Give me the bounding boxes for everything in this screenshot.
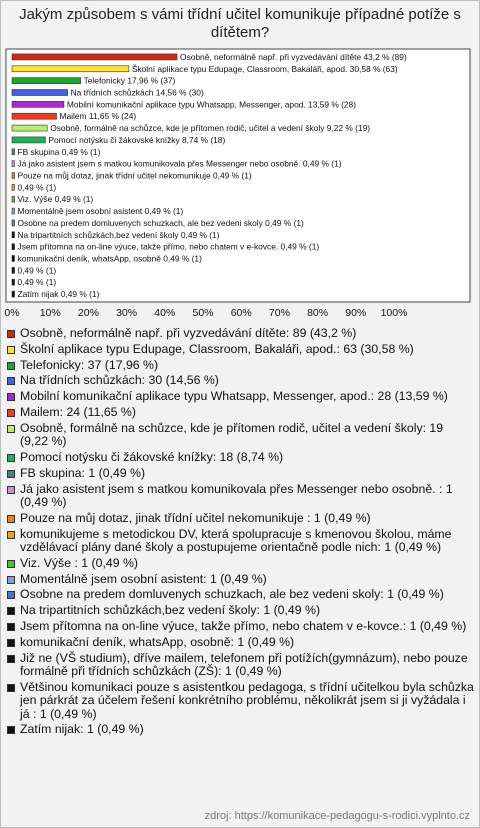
bar [12,279,15,285]
legend-text: Momentálně jsem osobní asistent: 1 (0,49 %) [20,571,267,586]
bar-label: Na třídních schůzkách 14,56 % (30) [70,87,204,98]
legend-text: Většinou komunikaci pouze s asistentkou pedagoga, s třídní učitelkou byla schůzka jen párkrát za účelem řešení konkrétního problému, několikrát jsem si ji vyžádala i já : 1 (0,49 %) [20,679,474,721]
bar-label: Osobne na predem domluvenych schuzkach, ale bez vedeni skoly 0,49 % (1) [17,217,304,228]
bar [12,267,15,273]
legend-swatch [7,377,15,385]
legend-item [6,723,474,736]
x-tick-label: 40% [154,307,176,319]
legend-swatch [7,531,15,539]
legend-item [6,588,474,601]
bar-label: Osobně, neformálně např. při vyzvedávání dítěte 43,2 % (89) [180,51,407,62]
source-note: zdroj: https://komunikace-pedagogu-s-rodici.vyplnto.cz [204,810,470,822]
legend-item [6,557,474,570]
legend-swatch [7,623,15,631]
legend-item [6,636,474,649]
bar-label: Já jako asistent jsem s matkou komunikovala přes Messenger nebo osobně. 0,49 % (1) [17,158,342,169]
legend-text: Telefonicky: 37 (17,96 %) [20,357,159,372]
bar [12,196,15,202]
legend-item [6,451,474,464]
bar-label: Mailem 11,65 % (24) [59,111,137,122]
legend-swatch [7,486,15,494]
legend-swatch [7,560,15,568]
bar [12,232,15,238]
bar-label: Školní aplikace typu Edupage, Classroom, Bakaláři, apod. 30,58 % (63) [131,63,398,74]
legend-swatch [7,470,15,478]
x-tick-label: 10% [39,307,61,319]
x-tick-label: 80% [307,307,329,319]
bar [12,184,15,190]
legend-text: komunikujeme s metodickou DV, která spolupracuje s kmenovou školou, máme vzdělávací plány dané školy a postupujeme orientačně podle nich: 1 (0,49 %) [20,526,452,554]
legend-text: Na třídních schůzkách: 30 (14,56 %) [20,373,219,388]
legend-item [6,422,474,449]
legend-text: Osobně, neformálně např. při vyzvedávání dítěte: 89 (43,2 %) [20,326,357,340]
bar-label: Mobilní komunikační aplikace typu Whatsapp, Messenger, apod. 13,59 % (28) [66,99,357,110]
legend-swatch [7,576,15,584]
x-tick-label: 70% [268,307,290,319]
legend-swatch [7,726,15,734]
bar-label: Osobně, formálně na schůzce, kde je přítomen rodič, učitel a vedení školy 9,22 % (19) [50,123,371,134]
legend-item [6,343,474,356]
legend-item [6,390,474,403]
legend-item [6,483,474,510]
bar-label: Jsem přítomna na on-line výuce, takže přímo, nebo chatem v e-kovce. 0,49 % (1) [17,241,320,252]
bar [12,291,15,297]
legend-swatch [7,684,15,692]
legend-swatch [7,362,15,370]
x-tick-label: 0% [4,307,20,319]
legend-text: Mailem: 24 (11,65 %) [20,404,136,419]
legend-text: Osobne na predem domluvenych schuzkach, ale bez vedeni skoly: 1 (0,49 %) [20,587,444,602]
legend-text: Již ne (VŠ studium), dříve mailem, telefonem při potížích(gymnázum), nebo pouze formálně při třídních schůzkách (ZŠ): 1 (0,49 %) [20,650,468,678]
bar-label: Telefonicky 17,96 % (37) [83,75,176,86]
bar [12,113,57,119]
bar [12,208,15,214]
bar-label: 0,49 % (1) [17,277,57,288]
bar [12,244,15,250]
bar-label: Na tripartitních schůzkách,bez vedení školy 0,49 % (1) [17,229,220,240]
bar [12,78,81,84]
legend-text: Zatím nijak: 1 (0,49 %) [20,722,144,737]
legend-item [6,359,474,372]
bar [12,125,47,131]
legend-swatch [7,639,15,647]
legend-swatch [7,393,15,401]
bar-chart [0,0,480,325]
x-tick-label: 90% [345,307,367,319]
x-tick-label: 20% [77,307,99,319]
legend-item [6,327,474,340]
bar-label: Pomocí notýsku či žákovské knížky 8,74 % (18) [48,134,226,145]
legend-text: Pouze na můj dotaz, jinak třídní učitel nekomunikuje : 1 (0,49 %) [20,510,371,525]
chart-title: Jakým způsobem s vámi třídní učitel komunikuje případné potíže s dítětem? [19,6,461,41]
bar-label: Momentálně jsem osobní asistent 0,49 % (1) [17,206,184,217]
legend-text: Osobně, formálně na schůzce, kde je přítomen rodič, učitel a vedení školy: 19 (9,22 %) [20,420,444,449]
legend [6,327,474,739]
legend-text: Pomocí notýsku či žákovské knížky: 18 (8,74 %) [20,449,284,464]
bar [12,256,15,262]
bar [12,137,45,143]
legend-text: Mobilní komunikační aplikace typu Whatsapp, Messenger, apod.: 28 (13,59 %) [20,389,448,404]
legend-swatch [7,330,15,338]
legend-swatch [7,591,15,599]
bar-label: komunikační deník, whatsApp, osobně 0,49 % (1) [17,253,202,264]
legend-swatch [7,607,15,615]
legend-text: Já jako asistent jsem s matkou komunikovala přes Messenger nebo osobně. : 1 (0,49 %) [20,481,453,509]
legend-item [6,652,474,679]
bar [12,66,129,72]
legend-item [6,528,474,555]
bar-label: Viz. Výše 0,49 % (1) [17,194,94,205]
legend-item [6,604,474,617]
legend-text: komunikační deník, whatsApp, osobně: 1 (0,49 %) [20,634,295,649]
legend-text: Na tripartitních schůzkách,bez vedení školy: 1 (0,49 %) [20,603,321,618]
bar [12,220,15,226]
legend-item [6,374,474,387]
legend-item [6,467,474,480]
legend-swatch [7,409,15,417]
bar-label: FB skupina 0,49 % (1) [17,146,101,157]
legend-text: FB skupina: 1 (0,49 %) [20,465,146,480]
x-tick-label: 60% [230,307,252,319]
bar [12,161,15,167]
legend-item [6,620,474,633]
legend-swatch [7,515,15,523]
bar [12,90,68,96]
bar [12,101,64,107]
legend-text: Viz. Výše : 1 (0,49 %) [20,555,139,570]
legend-text: Školní aplikace typu Edupage, Classroom, Bakaláři, apod.: 63 (30,58 %) [20,341,414,356]
bar-label: 0,49 % (1) [17,265,57,276]
x-tick-label: 50% [192,307,214,319]
bar-label: Zatím nijak 0,49 % (1) [17,289,100,300]
legend-text: Jsem přítomna na on-line výuce, takže přímo, nebo chatem v e-kovce.: 1 (0,49 %) [20,618,467,633]
legend-item [6,512,474,525]
bar [12,54,177,60]
legend-item [6,681,474,721]
legend-swatch [7,655,15,663]
legend-item [6,406,474,419]
legend-item [6,573,474,586]
bar-label: 0,49 % (1) [17,182,57,193]
bar-label: Pouze na můj dotaz, jinak třídní učitel nekomunikuje 0,49 % (1) [17,170,252,181]
legend-swatch [7,425,15,433]
legend-swatch [7,454,15,462]
legend-swatch [7,346,15,354]
x-tick-label: 100% [380,307,408,319]
bar [12,173,15,179]
bar [12,149,15,155]
x-tick-label: 30% [116,307,138,319]
